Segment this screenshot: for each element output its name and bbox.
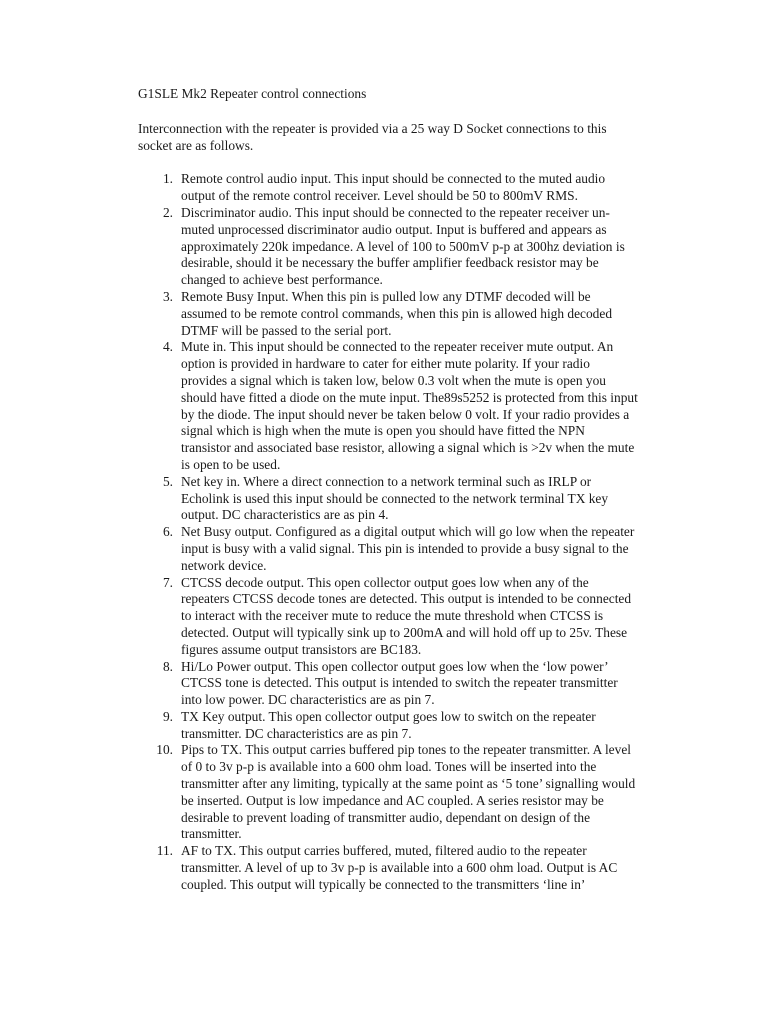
item-number: 9. — [162, 708, 173, 724]
item-text: CTCSS decode output. This open collector output goes low when any of the repeaters CTCSS decode tones are detected. This output is intended to be connected to interact with the receiver mute to reduce the mute threshold when CTCSS is detected. Output will typically sink up to 200mA and will hold off up to 25v. These figures assume output transistors are BC183. — [181, 574, 632, 657]
item-text: Hi/Lo Power output. This open collector output goes low when the ‘low power’ CTCSS tone is detected. This output is intended to switch the repeater transmitter into low power. DC characteristics are as pin 7. — [181, 658, 618, 708]
document-title: G1SLE Mk2 Repeater control connections — [138, 86, 367, 101]
item-number: 2. — [162, 204, 173, 220]
list-item — [138, 575, 638, 659]
item-text: Net key in. Where a direct connection to a network terminal such as IRLP or Echolink is used this input should be connected to the network terminal TX key output. DC characteristics are as pin 4. — [181, 473, 609, 523]
item-text: AF to TX. This output carries buffered, muted, filtered audio to the repeater transmitter. A level of up to 3v p-p is available into a 600 ohm load. Output is AC coupled. This output will typically be connected to the transmitters ‘line in’ — [181, 843, 618, 892]
item-text: Pips to TX. This output carries buffered pip tones to the repeater transmitter. A level of 0 to 3v p-p is available into a 600 ohm load. Tones will be inserted into the transmitter after any limiting, typically at the same point as ‘5 tone’ signalling would be inserted. Output is low impedance and AC coupled. A series resistor may be desirable to prevent loading of transmitter audio, dependant on design of the transmitter. — [181, 742, 636, 842]
list-item — [138, 171, 638, 205]
list-item — [138, 843, 638, 893]
list-item — [138, 339, 638, 473]
item-text: TX Key output. This open collector output goes low to switch on the repeater transmitter. DC characteristics are as pin 7. — [181, 708, 596, 741]
list-item — [138, 289, 638, 339]
item-number: 3. — [162, 288, 173, 304]
list-item — [138, 659, 638, 709]
connection-list — [138, 171, 638, 893]
item-text: Net Busy output. Configured as a digital output which will go low when the repeater input is busy with a valid signal. This pin is intended to provide a busy signal to the network device. — [181, 524, 635, 573]
list-item — [138, 474, 638, 524]
item-number: 1. — [162, 171, 173, 187]
intro-paragraph: Interconnection with the repeater is provided via a 25 way D Socket connections to this socket are as follows. — [138, 120, 607, 153]
item-number: 10. — [156, 742, 173, 758]
item-text: Mute in. This input should be connected to the repeater receiver mute output. An option is provided in hardware to cater for either mute polarity. If your radio provides a signal which is taken low, below 0.3 volt when the mute is open you should have fitted a diode on the mute input. The89s5252 is protected from this input by the diode. The input should never be taken below 0 volt. If your radio provides a signal which is high when the mute is open you should have fitted the NPN transistor and associated base resistor, allowing a signal which is >2v when the mute is open to be used. — [181, 339, 638, 472]
item-number: 4. — [162, 339, 173, 355]
list-item — [138, 709, 638, 743]
list-item — [138, 524, 638, 574]
item-number: 6. — [162, 524, 173, 540]
item-text: Remote Busy Input. When this pin is pulled low any DTMF decoded will be assumed to be remote control commands, when this pin is allowed high decoded DTMF will be passed to the serial port. — [181, 288, 613, 338]
item-text: Discriminator audio. This input should be connected to the repeater receiver un-muted unprocessed discriminator audio output. Input is buffered and appears as approximately 220k impedance. A level of 100 to 500mV p-p at 300hz deviation is desirable, should it be necessary the buffer amplifier feedback resistor may be changed to achieve best performance. — [181, 204, 625, 288]
document-page — [138, 86, 638, 894]
item-number: 11. — [156, 843, 173, 859]
item-number: 7. — [162, 574, 173, 590]
list-item — [138, 205, 638, 289]
item-text: Remote control audio input. This input should be connected to the muted audio output of the remote control receiver. Level should be 50 to 800mV RMS. — [181, 171, 606, 204]
item-number: 5. — [162, 473, 173, 489]
list-item — [138, 742, 638, 843]
item-number: 8. — [162, 658, 173, 674]
